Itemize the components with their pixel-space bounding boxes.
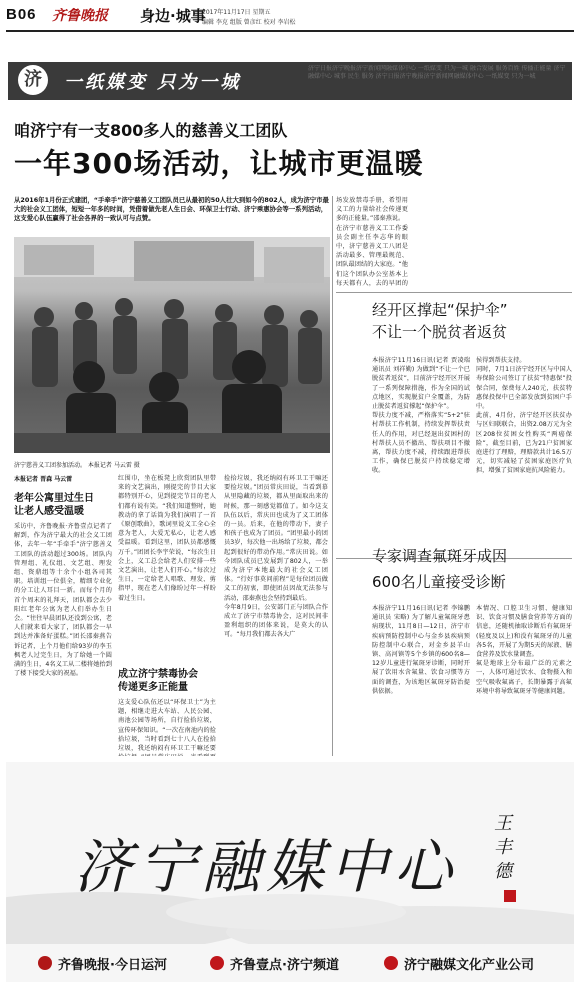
- article-body-col5: [412, 196, 572, 288]
- article2-body-col2: 侯得到帮扶支持。 同时，7月1日济宁经开区与中国人寿保险公司签订了扶贫“特惠保”投保合同，保费每人240元，扶贫特惠保投保中已全部发放到贫困户手中。 此前，4月份，济宁经开区扶贫办与区妇联联合，出资2.08万元为全区208位贫困女性购买“两癌保险”，截至目前，已为21户贫困家庭进行了理赔，理赔款共计16.5万元，切实减轻了贫困家庭医疗负担，增强了贫困家庭抗风险能力。: [476, 357, 572, 475]
- subhead-antidrug: 成立济宁禁毒协会 传递更多正能量: [118, 669, 198, 693]
- section-title: 身边·城事: [140, 7, 206, 25]
- seal-icon: [504, 890, 516, 902]
- volunteers-photo-illustration: [14, 237, 330, 453]
- article-body-col3: 捡拾垃圾，我还纳闷有环卫工干嘛还要捡垃圾。”团员常庆田说，当看到慕从里隐藏的垃圾，都从里面取出来的时候，那一刻感觉都值了。如今这支队伍以后，常庆田也成为了义工团体的一员。后来，在他的带动下，妻子和孩子也成为了团员。“团里最小的团员3岁，每次他一出场给了垃圾，都会起到很好的带动作用。”常庆田说。如今团队成员已发展到了802人，一举成为济宁本地最大的社会义工团体。“行好事莫问前程”是每位团员做义工的初衷，即使团员因故无法参与活动，邵秦燕也会坚持到最后。 今年8月9日，公安部门正与团队合作成立了济宁市禁毒协会，这对民间非盈利组织的团体来说，是莫大的认可。“每月我们都去各大广: [224, 475, 328, 639]
- advertisement: [6, 762, 574, 982]
- article3-title-line1: 专家调查氟斑牙成因: [372, 547, 508, 565]
- photo-caption: 济宁慈善义工团参加活动。 本报记者 马云雷 摄: [14, 462, 140, 469]
- article3-body-col1: 本报济宁11月16日讯(记者 李锦鹏 通讯员 宋略) 为了解儿童氟斑牙患病现状，11月8日—12日，济宁市疾病预防控制中心与金乡县疾病预防控制中心联合，对金乡县羊山镇、高河镇等5个乡镇的600名8—12岁儿童进行氟斑牙诊断，同时开展了饮用水含氟量、饮食习惯等方面的调查，为该地区氟斑牙防治提供依据。: [372, 605, 470, 695]
- article-body-col2: 红围巾，坐在板凳上欣赏团队里带来的文艺演出，刚提完的节目大家都特别开心，见到提完节目的老人们都有说有笑。“我们知道整时，她教动的拿了话筒为我们演唱了一首《原创歌曲》，歌词里说义工全心全意为老人，大爱无私心，让老人感受温暖。看到这里，团队员都感慨万千。”团团长李宇荣说，“每次生日会上，义工总会给老人们安排一些文艺演出，让老人们开心。”每次过生日，一定给老人唱歌、理发、剪指甲，现在老人们像盼过年一样盼着过生日。: [118, 475, 216, 602]
- footer-brand-1: 齐鲁晚报·今日运河: [58, 958, 167, 973]
- article-lead: 从2016年1月份正式建团，“手牵手”济宁慈善义工团队员已从最初的50人壮大到如今的802人，成为济宁市最大的社会义工团体，短短一年多的时间，凭借着做先老人生日会、环保卫士行动、济宁乘惠协会等一系列活动，这支爱心队伍赢得了社会各界的一致认可与点赞。: [14, 196, 329, 223]
- banner: [8, 62, 572, 100]
- article-body-col2b: 这支爱心队伍还以“环保卫士”为主题，相继走进大车站、人民公园、南池公园等场所，自行捡拾垃圾，宣传环保知识。“一次在南池内的捡拾垃圾，当时看到七十八人在捡拾垃圾，我还纳闷有环卫工干嘛还要: [118, 699, 216, 753]
- header-rule: [6, 30, 574, 32]
- article3-title-line2: 600名儿童接受诊断: [372, 573, 506, 591]
- brand-logo-icon: [384, 956, 398, 970]
- brand-logo-icon: [38, 956, 52, 970]
- article2-title-line1: 经开区撑起“保护伞”: [372, 301, 508, 319]
- article2-body-col1: 本报济宁11月16日讯(记者 贾凌瑞 通讯员 刘祥勤) 为做到“不让一个已脱贫者返贫”，目前济宁经开区开展了一系列保障措施，作为全国的试点地区，实现脱贫户全覆盖，为防止脱贫者返贫撑起“保护伞”。 帮扶力度不减，严格落实“5+2”驻村帮扶工作机制，持续发挥帮扶责任人的作用，对已经退出贫困村的村帮扶人员不撤出、帮扶项目不撤离，帮扶力度不减，持续跟进帮扶工作，确保已脱贫户持续稳定增收。: [372, 357, 470, 475]
- article-photo: [14, 237, 330, 453]
- ad-signature: 王丰德: [494, 813, 512, 882]
- editor-line: 编辑 李克 组版 曾彦红 校对 李岩松: [202, 19, 296, 26]
- banner-slogan: 一纸媒变 只为一城: [64, 72, 242, 93]
- footer-brand-3: 济宁融媒文化产业公司: [404, 958, 535, 973]
- page-number: B06: [6, 6, 37, 23]
- footer-brand-2: 齐鲁壹点·济宁频道: [230, 958, 339, 973]
- article2-title-line2: 不让一个脱贫者返贫: [372, 323, 508, 341]
- brand-logo-icon: [210, 956, 224, 970]
- ad-footer: [6, 944, 574, 982]
- newspaper-logo: 齐鲁晚报: [52, 8, 108, 24]
- ad-title: 济宁融媒中心: [74, 833, 459, 901]
- article-body-col1: 采访中，齐鲁晚报·齐鲁壹点记者了解到，作为济宁最大的社会义工团体，去年一年“手牵手”济宁慈善义工团队的活动超过300场。团队内管理组、礼仪组、文艺组、理发组、资鼎组等十余个小组各司其职。培训组一位俱全，精细专业化的分工让人耳目一新。而每个月的首个周末的礼拜天，团队都会去少阳红老年公寓为老人们举办生日会。“往往早晨团队还没到公寓，老人们就来看大家了，团队都会一早到达并准备好蛋糕。”团长邵秦燕告诉记者，上个月他们给93岁的李玉枫老人过完生日，为了给她一个圆满的生日，4名义工从二楼将她抬到了楼下接受大家的祝福。: [14, 523, 112, 678]
- emblem-icon: 济: [18, 65, 48, 95]
- article3-body-col2: 本情况、口腔卫生习惯、健康知识、饮食习惯及膳食营养等方面的信息，还随机抽取诊断后有氟斑牙(轻度及以上)和没有氟斑牙的儿童各5名，开展了为期5天的尿液、膳食营养及饮水量调查。 氟是地球上分布最广泛的元素之一，人体可通过饮水、食物摄入和空气吸收氟离子，长期暴露于高氟环境中将导致氟斑牙等健康问题。: [476, 605, 572, 695]
- section-divider: [336, 292, 572, 293]
- column-divider: [332, 196, 333, 756]
- subhead-birthday: 老年公寓里过生日 让老人感受温暖: [14, 493, 94, 517]
- article-body-col4: 场发放禁毒手册，希望用义工的力量给社会传递更多的正能量。”邵秦燕说。 在济宁市慈善义工工作委员会副主任李志华的眼中，济宁慈善义工八团是活动最多、管理最规范、团队最团结的大家庭。“他们这个团队办公室基本上每天都有人，去的早团的: [336, 197, 408, 287]
- date-line: 2017年11月17日 星期五: [202, 9, 271, 16]
- article-kicker: 咱济宁有一支800多人的慈善义工团队: [14, 121, 288, 140]
- article-byline: 本报记者 晋森 马云雷: [14, 476, 73, 483]
- banner-ticker: 济宁日报济宁晚报济宁新闻网融媒体中心 一纸媒变 只为一城 融合发展 服务百姓 传播正能量 济宁融媒中心 城事 民生 服务 济宁日报济宁晚报济宁新闻网融媒体中心 一纸媒变 只为一城: [308, 65, 566, 80]
- article-headline: 一年300场活动，让城市更温暖: [14, 147, 424, 180]
